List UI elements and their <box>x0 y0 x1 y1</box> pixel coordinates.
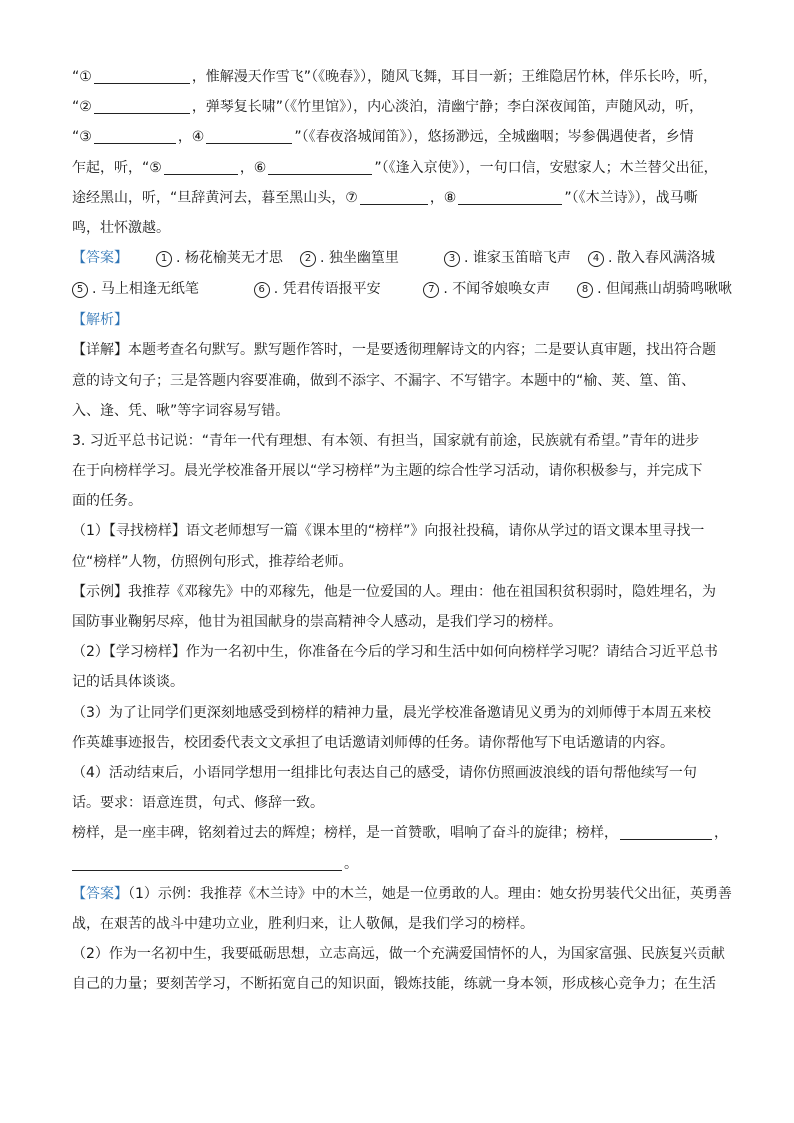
q2-line-3: “③ ，④ ”（《春夜洛城闻笛》），悠扬渺远，全城幽咽；岑参偶遇使者，乡情 <box>72 122 732 152</box>
example-line-2: 国防事业鞠躬尽瘁，他甘为祖国献身的崇高精神令人感动，是我们学习的榜样。 <box>72 614 562 630</box>
task1-line-1: （1）【寻找榜样】语文老师想写一篇《课本里的“榜样”》向报社投稿，请你从学过的语文课本里寻找一 <box>72 523 705 540</box>
answer-item: 1 . 杨花榆荚无才思 <box>156 243 300 274</box>
answer1-row-2 <box>72 274 732 305</box>
analysis-line-1: 【详解】本题考查名句默写。默写题作答时，一是要透彻理解诗文的内容；二是要认真审题，找出符合题 <box>72 342 716 359</box>
q3-line-2: 在于向榜样学习。晨光学校准备开展以“学习榜样”为主题的综合性学习活动，请你积极参与，并完成下 <box>72 463 703 480</box>
task2-line-1: （2）【学习榜样】作为一名初中生，你准备在今后的学习和生活中如何向榜样学习呢？请结合习近平总书 <box>72 644 718 661</box>
task1-line-2: 位“榜样”人物，仿照例句形式，推荐给老师。 <box>72 553 353 570</box>
answer-label: 【答案】 <box>72 250 128 267</box>
answer-item: 5 . 马上相逢无纸笔 <box>72 274 234 305</box>
task4-line-3: 榜样，是一座丰碑，铭刻着过去的辉煌；榜样，是一首赞歌，唱响了奋斗的旋律；榜样， ， <box>72 818 732 848</box>
answer1-row-1 <box>72 243 732 274</box>
blank-4 <box>206 125 292 144</box>
task4-line-4: 。 <box>72 849 732 879</box>
task3-line-2: 作英雄事迹报告，校团委代表文文承担了电话邀请刘师傅的任务。请你帮他写下电话邀请的内容。 <box>72 734 674 751</box>
blank-continue-2 <box>72 852 342 871</box>
blank-6 <box>268 156 372 175</box>
task3-line-1: （3）为了让同学们更深刻地感受到榜样的精神力量，晨光学校准备邀请见义勇为的刘师傅于本周五来校 <box>72 704 711 721</box>
answer-item: 7 . 不闻爷娘唤女声 <box>395 274 557 305</box>
answer-item: 6 . 凭君传语报平安 <box>234 274 396 305</box>
answer2-line-3: （2）作为一名初中生，我要砥砺思想，立志高远，做一个充满爱国情怀的人，为国家富强、民族复兴贡献 <box>72 946 725 963</box>
blank-3 <box>94 125 176 144</box>
blank-5 <box>164 156 238 175</box>
task4-line-2: 话。要求：语意连贯，句式、修辞一致。 <box>72 795 324 812</box>
answer-item: 4 . 散入春风满洛城 <box>588 243 732 274</box>
q3-line-3: 面的任务。 <box>72 493 142 510</box>
answer-item: 3 . 谁家玉笛暗飞声 <box>444 243 588 274</box>
blank-8 <box>458 186 562 205</box>
task4-line-1: （4）活动结束后，小语同学想用一组排比句表达自己的感受，请你仿照画波浪线的语句帮他续写一句 <box>72 764 697 781</box>
q3-line-1: 3. 习近平总书记说：“青年一代有理想、有本领、有担当，国家就有前途，民族就有希望。”青年的进步 <box>72 432 700 449</box>
blank-7 <box>360 186 428 205</box>
q2-line-6: 鸣，壮怀激越。 <box>72 219 170 236</box>
blank-1 <box>94 65 190 84</box>
blank-2 <box>94 95 190 114</box>
q2-line-5: 途经黑山，听，“旦辞黄河去，暮至黑山头，⑦ ，⑧ ”（《木兰诗》），战马嘶 <box>72 183 732 213</box>
analysis-heading: 【解析】 <box>72 312 128 329</box>
task2-line-2: 记的话具体谈谈。 <box>72 674 184 691</box>
q2-line-4: 乍起，听，“⑤ ，⑥ ”（《逢入京使》），一句口信，安慰家人；木兰替父出征， <box>72 153 732 183</box>
blank-continue-1 <box>620 821 712 840</box>
document-content <box>72 62 732 999</box>
q2-line-2: “② ，弹琴复长啸”（《竹里馆》），内心淡泊，清幽宁静；李白深夜闻笛，声随风动，听， <box>72 92 732 122</box>
answer-item: 2 . 独坐幽篁里 <box>300 243 444 274</box>
answer2-line-4: 自己的力量；要刻苦学习，不断拓宽自己的知识面，锻炼技能，练就一身本领，形成核心竞争力；在生活 <box>72 976 716 993</box>
answer2-line-2: 战，在艰苦的战斗中建功立业，胜利归来，让人敬佩，是我们学习的榜样。 <box>72 915 534 932</box>
q2-line-1: “① ，惟解漫天作雪飞”（《晚春》），随风飞舞，耳目一新；王维隐居竹林，伴乐长吟，听， <box>72 62 732 92</box>
analysis-line-3: 入、逢、凭、啾”等字词容易写错。 <box>72 402 290 419</box>
answer-item: 8 . 但闻燕山胡骑鸣啾啾 <box>557 274 732 305</box>
answer2-line-1: 【答案】（1）示例：我推荐《木兰诗》中的木兰，她是一位勇敢的人。理由：她女扮男装代父出征，英勇善 <box>72 885 732 902</box>
example-line-1: 【示例】我推荐《邓稼先》中的邓稼先，他是一位爱国的人。理由：他在祖国积贫积弱时，隐姓埋名，为 <box>72 583 716 600</box>
analysis-line-2: 意的诗文句子；三是答题内容要准确，做到不添字、不漏字、不写错字。本题中的“榆、荚、篁、笛、 <box>72 372 696 389</box>
